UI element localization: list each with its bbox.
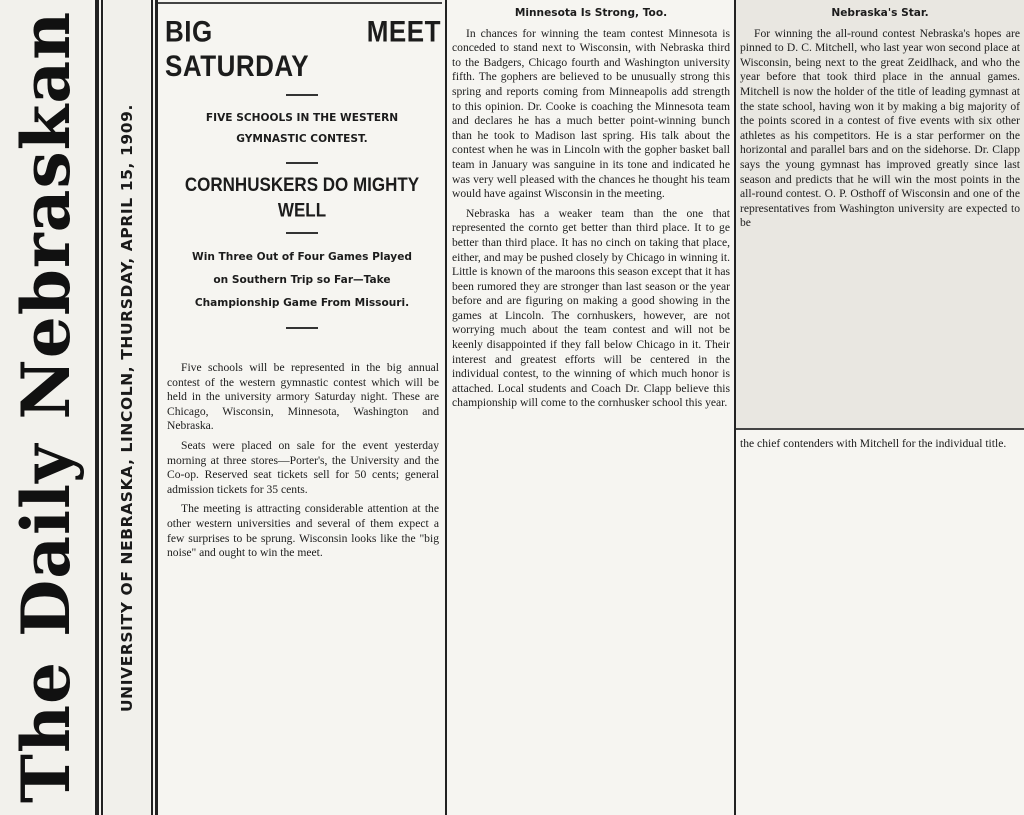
paragraph: Seats were placed on sale for the event yesterday morning at three stores—Porter's, the University and the Co-op. Reserved seat tickets sell for 50 cents; general admission tickets for 35 cents.	[167, 438, 439, 496]
masthead	[0, 0, 92, 815]
subhead-minnesota: Minnesota Is Strong, Too.	[514, 7, 668, 19]
subhead-nebraska-star: Nebraska's Star.	[831, 7, 929, 19]
dateline: UNIVERSITY OF NEBRASKA, LINCOLN, THURSDAY, APRIL 15, 1909.	[118, 103, 136, 713]
article-continuation: the chief contenders with Mitchell for the individual title.	[740, 437, 1007, 450]
deck-schools: FIVE SCHOOLS IN THE WESTERN GYMNASTIC CONTEST.	[205, 112, 399, 145]
separator	[286, 327, 318, 329]
separator	[286, 162, 318, 164]
clipping-edge	[736, 428, 1024, 430]
masthead-rule-thin	[101, 0, 103, 815]
separator	[286, 232, 318, 234]
separator	[286, 94, 318, 96]
paragraph: The meeting is attracting considerable attention at the other western universities and several of them expect a few surprises to be sprung. Wisconsin looks like the "big noise" and ought to win the meet.	[167, 502, 439, 560]
article-column-2	[452, 0, 730, 815]
paragraph: Nebraska has a weaker team than the one that represented the cornto get better than third place. It to ge better than third place. It has no cinch on taking that place, either, and may be pushed closely by Chicago in winning it. Little is known of the maroons this season except that it has been rumored they are stronger than last season or the year before and are figuring on making a good showing in the games at Lincoln. The cornhuskers, however, are not worrying much about the team contest and will not be keenly disappointed if they fall below Chicago in it. Their interest and greatest efforts will be centered in the individual contest, to the winning of which much honor is attached. Local students and Coach Dr. Clapp believe this championship will come to the cornhusker school this year.	[452, 206, 730, 410]
paragraph: For winning the all-round contest Nebraska's hopes are pinned to D. C. Mitchell, who last year won second place at Wisconsin, being next to the great Zeidlhack, and who the year before that took third place in the annual games. Mitchell is now the holder of the title of leading gymnast at the state school, having won it by making a big majority of the points scored in a contest of five events with six other athletes as his competitors. He is a star performer on the horizontal and parallel bars and on the sidehorse. Dr. Clapp says the young gymnast has improved greatly since last season and predicts that he will win the most points in the all-round contest. O. P. Osthoff of Wisconsin and one of the representatives from Washington university are expected to be	[740, 26, 1020, 230]
paragraph: In chances for winning the team contest Minnesota is conceded to stand next to Wisconsin, with Nebraska third to the Badgers, Chicago fourth and Washington university fifth. The gophers are believed to be unusually strong this spring and reports coming from Minneapolis add strength to this opinion. Dr. Cooke is coaching the Minnesota team and declares he has a much better point-winning bunch than he took to Madison last spring. His talk about the contest when he was in Lincoln with the gopher basket ball team in January was sanguine in its tone and indicated he was very well pleased with the chances he thought his team would have against Wisconsin in the meeting.	[452, 26, 730, 201]
masthead-rule	[95, 0, 99, 815]
article-column-1	[161, 0, 443, 815]
column-rule	[445, 0, 447, 815]
article-column-3	[740, 0, 1020, 480]
masthead-title: The Daily Nebraskan	[7, 10, 85, 804]
column-rule	[151, 0, 153, 815]
deck-games: Win Three Out of Four Games Played on Southern Trip so Far—Take Championship Game From Missouri.	[192, 251, 412, 309]
paragraph: Five schools will be represented in the big annual contest of the western gymnastic contest which will be held in the university armory Saturday night. These are Chicago, Wisconsin, Minnesota, Washington and Nebraska.	[167, 361, 439, 433]
deck-cornhuskers: CORNHUSKERS DO MIGHTY WELL	[184, 173, 420, 221]
column-rule	[155, 0, 158, 815]
headline: BIG MEET SATURDAY	[165, 14, 441, 83]
dateline-strip	[104, 0, 150, 815]
